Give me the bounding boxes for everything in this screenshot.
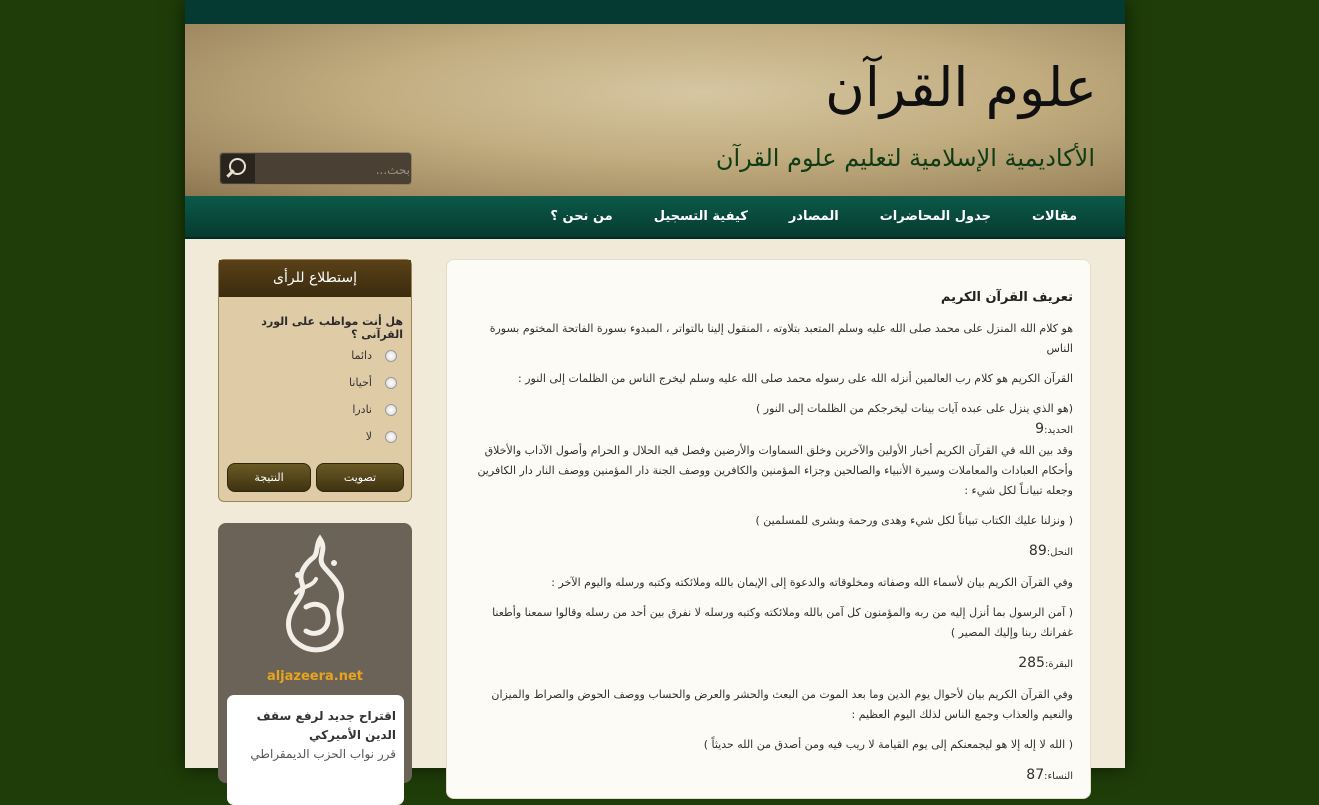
poll-buttons (227, 463, 404, 492)
aljazeera-widget (218, 523, 412, 783)
verse-reference-4 (465, 765, 1073, 787)
aljazeera-logo-icon[interactable] (276, 535, 356, 659)
poll-option-label: نادرا (352, 403, 372, 416)
article-paragraph-4: وفي القرآن الكريم بيان لأسماء الله وصفاته ومخلوقاته والدعوة إلى الإيمان بالله وملائكته وكتبه ورسله واليوم الآخر : (551, 576, 1073, 589)
verse-reference-1 (465, 419, 1073, 441)
site-header (185, 24, 1125, 196)
verse-number: 89 (1028, 543, 1047, 559)
article-paragraph-5: وفي القرآن الكريم بيان لأحوال يوم الدين وما بعد الموت من البعث والحشر والعرض والحساب ووصف الحوض والصراط والميزان والنعيم والعذاب وجمع الناس لذلك اليوم العظيم : (491, 688, 1073, 721)
poll-result-button[interactable]: النتيجة (227, 463, 311, 492)
search-box (219, 152, 412, 185)
nav-item-about-us[interactable]: من نحن ؟ (550, 209, 613, 224)
site-title[interactable]: علوم القرآن (825, 56, 1097, 119)
poll-option[interactable] (219, 343, 411, 368)
verse-number: 285 (1018, 655, 1045, 671)
poll-radio[interactable] (385, 377, 397, 389)
quran-quote-2: ( ونزلنا عليك الكتاب تبياناً لكل شيء وهدى ورحمة وبشرى للمسلمين ) (755, 514, 1073, 527)
poll-option[interactable] (219, 424, 411, 449)
verse-reference-3 (465, 653, 1073, 675)
article-paragraph-3: وقد بين الله في القرآن الكريم أخبار الأولين والآخرين وخلق السماوات والأرضين وفصل فيه الحلال و الحرام وأصول الآداب والأخلاق وأحكام العبادات والمعاملات وسيرة الأنبياء والصالحين وجزاء المؤمنين والكافرين ووصف الجنة دار المؤمنين ووصف النار دار الكافرين وجعله تبيانـاً لكل شيء : (477, 444, 1073, 497)
poll-widget (218, 259, 412, 502)
verse-number: 87 (1026, 767, 1045, 783)
poll-radio[interactable] (385, 350, 397, 362)
top-bar (185, 0, 1125, 24)
poll-vote-button[interactable]: تصويت (316, 463, 404, 492)
main-nav (185, 196, 1125, 239)
verse-number: 9 (1035, 421, 1045, 437)
article-body (465, 288, 1073, 797)
verse-reference-2 (465, 541, 1073, 563)
poll-option-label: لا (365, 430, 372, 443)
poll-option-label: أحيانا (349, 376, 372, 389)
quran-quote-1: (هو الذي ينزل على عبده آيات بينات ليخرجكم من الظلمات إلى النور ) (755, 402, 1073, 415)
poll-question: هل أنت مواظب على الورد القرآنى ؟ (261, 315, 403, 341)
article-title: تعريف القرآن الكريم (940, 290, 1073, 305)
nav-item-lecture-schedule[interactable]: جدول المحاضرات (879, 209, 991, 224)
article-paragraph-2: القرآن الكريم هو كلام رب العالمين أنزله الله على رسوله محمد صلى الله عليه وسلم ليخرج الناس من الظلمات إلى النور : (518, 372, 1073, 385)
aljazeera-headline[interactable]: اقتراح جديد لرفع سقف الدين الأميركي (256, 709, 396, 742)
surah-name: البقرة: (1044, 659, 1073, 670)
aljazeera-news-card[interactable] (227, 695, 404, 805)
poll-radio[interactable] (385, 404, 397, 416)
poll-radio[interactable] (385, 431, 397, 443)
site-subtitle: الأكاديمية الإسلامية لتعليم علوم القرآن (715, 144, 1095, 172)
surah-name: النحل: (1046, 547, 1073, 558)
aljazeera-domain[interactable]: aljazeera.net (266, 669, 364, 684)
nav-item-how-to-register[interactable]: كيفية التسجيل (653, 209, 748, 224)
poll-option[interactable] (219, 370, 411, 395)
search-button[interactable] (221, 154, 255, 183)
poll-option[interactable] (219, 397, 411, 422)
poll-title: إستطلاع للرأى (219, 260, 411, 297)
search-input[interactable] (258, 155, 412, 184)
nav-item-sources[interactable]: المصادر (788, 209, 839, 224)
article-paragraph-1: هو كلام الله المنزل على محمد صلى الله عليه وسلم المتعبد بتلاوته ، المنقول إلينا بالتواتر ، المبدوء بسورة الفاتحة المختوم بسورة الناس (489, 322, 1073, 355)
surah-name: النساء: (1044, 771, 1073, 782)
surah-name: الحديد: (1044, 425, 1073, 436)
quran-quote-3: ( آمن الرسول بما أنزل إليه من ربه والمؤمنون كل آمن بالله وملائكته وكتبه ورسله لا نفرق بين أحد من رسله وقالوا سمعنا وأطعنا غفرانك ربنا وإليك المصير ) (492, 606, 1073, 639)
page-wrapper (185, 0, 1125, 783)
quran-quote-4: ( الله لا إله إلا هو ليجمعنكم إلى يوم القيامة لا ريب فيه ومن أصدق من الله حديثاً ) (703, 738, 1073, 751)
aljazeera-snippet: قرر نواب الحزب الديمقراطي (250, 747, 396, 761)
poll-option-label: دائما (351, 349, 372, 362)
nav-item-articles[interactable]: مقالات (1031, 209, 1077, 224)
article-panel (446, 259, 1091, 799)
